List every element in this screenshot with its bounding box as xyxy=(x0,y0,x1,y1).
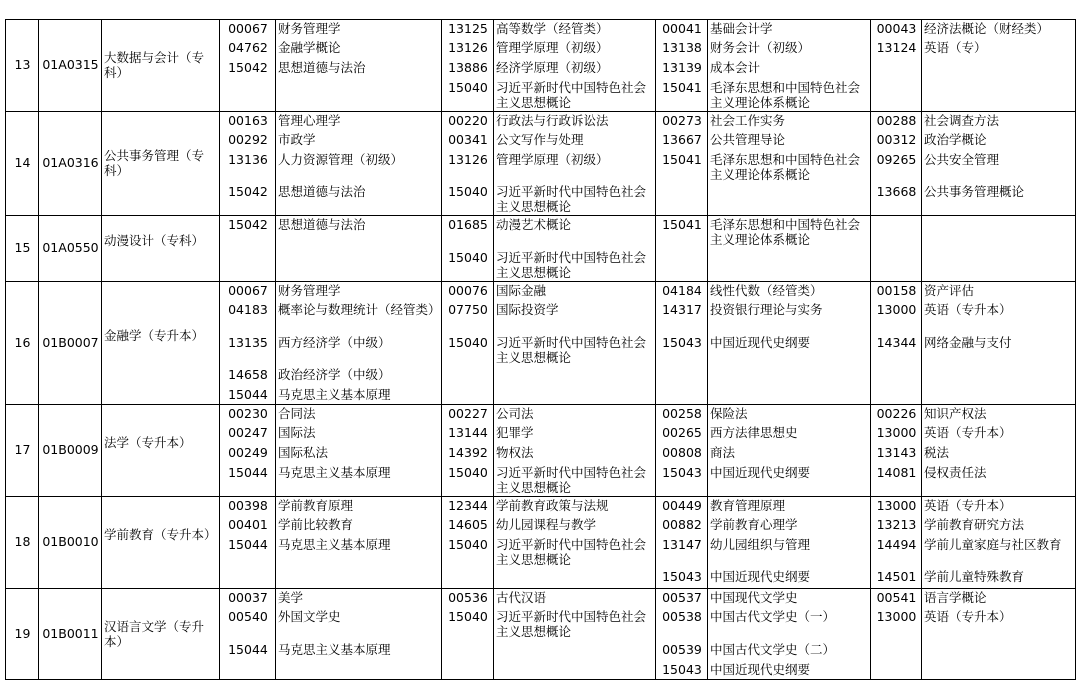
course-code: 00076 xyxy=(448,283,488,298)
course-name: 中国古代文学史（二） xyxy=(710,642,836,657)
course-code: 14081 xyxy=(876,465,917,480)
course-name: 英语（专升本） xyxy=(924,302,1012,317)
course-name: 毛泽东思想和中国特色社会主义理论体系概论 xyxy=(710,80,861,110)
course-code: 15041 xyxy=(662,217,702,232)
course-code: 00536 xyxy=(448,590,488,605)
row-number: 15 xyxy=(14,240,31,255)
course-code: 15042 xyxy=(228,184,268,199)
table-row xyxy=(5,588,1076,680)
course-name: 中国近现代史纲要 xyxy=(710,569,811,584)
course-code: 00541 xyxy=(876,590,917,605)
course-name: 学前儿童家庭与社区教育 xyxy=(924,537,1062,552)
course-name: 市政学 xyxy=(278,132,316,147)
course-code: 00288 xyxy=(876,113,917,128)
course-code: 13667 xyxy=(662,132,702,147)
table-row xyxy=(5,19,1076,112)
course-code: 00249 xyxy=(228,445,268,460)
course-code: 15040 xyxy=(448,184,488,199)
course-name: 西方经济学（中级） xyxy=(278,335,391,350)
course-code: 00540 xyxy=(228,609,268,624)
course-name: 社会调查方法 xyxy=(924,113,1000,128)
course-name: 美学 xyxy=(278,590,304,605)
course-code: 00341 xyxy=(448,132,488,147)
row-number: 17 xyxy=(14,442,31,457)
course-name: 西方法律思想史 xyxy=(710,425,798,440)
course-code: 00043 xyxy=(876,21,917,36)
course-name: 学前教育政策与法规 xyxy=(496,498,609,513)
course-code: 00398 xyxy=(228,498,268,513)
course-code: 00882 xyxy=(662,517,702,532)
course-code: 04184 xyxy=(662,283,702,298)
course-name: 英语（专升本） xyxy=(924,609,1012,624)
course-code: 14605 xyxy=(448,517,488,532)
course-name: 保险法 xyxy=(710,406,748,421)
course-name: 投资银行理论与实务 xyxy=(710,302,823,317)
course-name: 语言学概论 xyxy=(924,590,987,605)
course-code: 15040 xyxy=(448,465,488,480)
course-code: 14494 xyxy=(876,537,917,552)
major-code: 01B0009 xyxy=(42,442,99,457)
course-code: 00158 xyxy=(876,283,917,298)
course-code: 00265 xyxy=(662,425,702,440)
course-name: 中国近现代史纲要 xyxy=(710,465,811,480)
course-name: 幼儿园组织与管理 xyxy=(710,537,811,552)
course-name: 教育管理原理 xyxy=(710,498,786,513)
course-name: 学前教育心理学 xyxy=(710,517,798,532)
course-name: 习近平新时代中国特色社会主义思想概论 xyxy=(496,250,647,280)
course-name: 毛泽东思想和中国特色社会主义理论体系概论 xyxy=(710,217,861,247)
major-name: 公共事务管理（专科） xyxy=(104,148,205,178)
course-code: 15044 xyxy=(228,387,268,402)
course-code: 00538 xyxy=(662,609,702,624)
course-code: 13138 xyxy=(662,40,702,55)
course-name: 习近平新时代中国特色社会主义思想概论 xyxy=(496,465,647,495)
course-name: 国际私法 xyxy=(278,445,329,460)
course-code: 14392 xyxy=(448,445,488,460)
course-code: 00163 xyxy=(228,113,268,128)
course-name: 知识产权法 xyxy=(924,406,987,421)
course-code: 13000 xyxy=(876,498,917,513)
course-code: 13000 xyxy=(876,609,917,624)
course-name: 国际金融 xyxy=(496,283,547,298)
course-code: 00067 xyxy=(228,283,268,298)
course-code: 13000 xyxy=(876,302,917,317)
course-code: 15040 xyxy=(448,250,488,265)
course-name: 侵权责任法 xyxy=(924,465,987,480)
course-code: 15043 xyxy=(662,465,702,480)
course-name: 财务管理学 xyxy=(278,283,341,298)
course-name: 政治学概论 xyxy=(924,132,987,147)
course-code: 00226 xyxy=(876,406,917,421)
course-code: 13139 xyxy=(662,60,702,75)
course-code: 15040 xyxy=(448,609,488,624)
column-divider xyxy=(921,215,922,281)
major-code: 01B0011 xyxy=(42,625,99,641)
course-name: 资产评估 xyxy=(924,283,975,298)
course-code: 00401 xyxy=(228,517,268,532)
course-name: 商法 xyxy=(710,445,736,460)
course-code: 04762 xyxy=(228,40,268,55)
course-code: 00312 xyxy=(876,132,917,147)
course-name: 财务管理学 xyxy=(278,21,341,36)
course-name: 网络金融与支付 xyxy=(924,335,1012,350)
course-name: 概率论与数理统计（经管类） xyxy=(278,302,441,317)
row-number: 16 xyxy=(14,334,31,350)
course-name: 公共管理导论 xyxy=(710,132,786,147)
course-name: 国际投资学 xyxy=(496,302,559,317)
course-code: 15040 xyxy=(448,335,488,350)
course-name: 管理学原理（初级） xyxy=(496,40,609,55)
course-name: 管理心理学 xyxy=(278,113,341,128)
course-name: 中国近现代史纲要 xyxy=(710,662,811,677)
course-name: 思想道德与法治 xyxy=(278,184,366,199)
course-name: 金融学概论 xyxy=(278,40,341,55)
course-name: 政治经济学（中级） xyxy=(278,367,391,382)
course-name: 税法 xyxy=(924,445,950,460)
major-code: 01A0316 xyxy=(42,155,99,170)
major-name: 动漫设计（专科） xyxy=(104,233,205,248)
course-code: 12344 xyxy=(448,498,488,513)
course-name: 基础会计学 xyxy=(710,21,773,36)
course-name: 思想道德与法治 xyxy=(278,60,366,75)
course-name: 马克思主义基本原理 xyxy=(278,642,391,657)
table-row xyxy=(5,496,1076,589)
course-code: 13124 xyxy=(876,40,917,55)
course-code: 15044 xyxy=(228,537,268,552)
course-name: 经济学原理（初级） xyxy=(496,60,609,75)
course-name: 思想道德与法治 xyxy=(278,217,366,232)
course-code: 15040 xyxy=(448,537,488,552)
course-name: 中国古代文学史（一） xyxy=(710,609,836,624)
table-row xyxy=(5,404,1076,497)
course-code: 00067 xyxy=(228,21,268,36)
column-divider xyxy=(870,215,871,281)
course-name: 习近平新时代中国特色社会主义思想概论 xyxy=(496,537,647,567)
course-code: 00220 xyxy=(448,113,488,128)
course-name: 财务会计（初级） xyxy=(710,40,811,55)
course-name: 学前儿童特殊教育 xyxy=(924,569,1025,584)
course-name: 学前比较教育 xyxy=(278,517,354,532)
course-name: 合同法 xyxy=(278,406,316,421)
course-code: 15041 xyxy=(662,152,702,167)
course-code: 15043 xyxy=(662,569,702,584)
table-row xyxy=(5,215,1076,282)
course-name: 管理学原理（初级） xyxy=(496,152,609,167)
course-code: 13126 xyxy=(448,152,488,167)
course-code: 13147 xyxy=(662,537,702,552)
row-number: 14 xyxy=(14,155,31,170)
course-name: 英语（专升本） xyxy=(924,498,1012,513)
course-code: 04183 xyxy=(228,302,268,317)
course-code: 00230 xyxy=(228,406,268,421)
course-name: 习近平新时代中国特色社会主义思想概论 xyxy=(496,609,647,639)
course-name: 线性代数（经管类） xyxy=(710,283,823,298)
course-code: 13125 xyxy=(448,21,488,36)
course-name: 成本会计 xyxy=(710,60,761,75)
course-name: 学前教育研究方法 xyxy=(924,517,1025,532)
course-name: 马克思主义基本原理 xyxy=(278,537,391,552)
course-name: 习近平新时代中国特色社会主义思想概论 xyxy=(496,80,647,110)
course-name: 社会工作实务 xyxy=(710,113,786,128)
course-name: 中国近现代史纲要 xyxy=(710,335,811,350)
course-code: 15042 xyxy=(228,60,268,75)
course-code: 15044 xyxy=(228,642,268,657)
course-name: 犯罪学 xyxy=(496,425,534,440)
course-code: 00247 xyxy=(228,425,268,440)
major-name: 金融学（专升本） xyxy=(104,327,205,343)
table-row xyxy=(5,111,1076,216)
course-name: 公文写作与处理 xyxy=(496,132,584,147)
row-number: 13 xyxy=(14,57,31,72)
course-name: 物权法 xyxy=(496,445,534,460)
course-code: 13213 xyxy=(876,517,917,532)
course-name: 学前教育原理 xyxy=(278,498,354,513)
course-code: 13000 xyxy=(876,425,917,440)
table-row xyxy=(5,281,1076,405)
course-code: 00292 xyxy=(228,132,268,147)
course-code: 15042 xyxy=(228,217,268,232)
major-name: 大数据与会计（专科） xyxy=(104,50,205,80)
course-code: 15044 xyxy=(228,465,268,480)
major-code: 01A0315 xyxy=(42,57,99,72)
course-code: 15041 xyxy=(662,80,702,95)
course-code: 13135 xyxy=(228,335,268,350)
course-name: 外国文学史 xyxy=(278,609,341,624)
course-name: 毛泽东思想和中国特色社会主义理论体系概论 xyxy=(710,152,861,182)
major-code: 01B0007 xyxy=(42,334,99,350)
course-code: 00227 xyxy=(448,406,488,421)
major-name: 学前教育（专升本） xyxy=(104,527,217,542)
course-name: 动漫艺术概论 xyxy=(496,217,572,232)
course-code: 00273 xyxy=(662,113,702,128)
course-name: 中国现代文学史 xyxy=(710,590,798,605)
course-name: 马克思主义基本原理 xyxy=(278,387,391,402)
course-name: 习近平新时代中国特色社会主义思想概论 xyxy=(496,335,647,365)
course-name: 马克思主义基本原理 xyxy=(278,465,391,480)
major-code: 01A0550 xyxy=(42,240,99,255)
course-code: 14317 xyxy=(662,302,702,317)
course-code: 14344 xyxy=(876,335,917,350)
course-name: 幼儿园课程与教学 xyxy=(496,517,597,532)
course-name: 习近平新时代中国特色社会主义思想概论 xyxy=(496,184,647,214)
course-code: 13668 xyxy=(876,184,917,199)
course-name: 经济法概论（财经类） xyxy=(924,21,1050,36)
course-name: 公共事务管理概论 xyxy=(924,184,1025,199)
course-code: 13886 xyxy=(448,60,488,75)
course-code: 13143 xyxy=(876,445,917,460)
course-code: 09265 xyxy=(876,152,917,167)
course-code: 13126 xyxy=(448,40,488,55)
course-code: 13144 xyxy=(448,425,488,440)
course-name: 高等数学（经管类） xyxy=(496,21,609,36)
course-code: 00041 xyxy=(662,21,702,36)
course-code: 01685 xyxy=(448,217,488,232)
major-code: 01B0010 xyxy=(42,534,99,549)
course-code: 14501 xyxy=(876,569,917,584)
course-name: 国际法 xyxy=(278,425,316,440)
row-number: 18 xyxy=(14,534,31,549)
course-code: 14658 xyxy=(228,367,268,382)
course-name: 人力资源管理（初级） xyxy=(278,152,404,167)
course-code: 15043 xyxy=(662,335,702,350)
row-number: 19 xyxy=(14,625,31,641)
major-name: 法学（专升本） xyxy=(104,435,192,450)
course-code: 15043 xyxy=(662,662,702,677)
course-code: 00037 xyxy=(228,590,268,605)
course-code: 00449 xyxy=(662,498,702,513)
course-code: 00537 xyxy=(662,590,702,605)
course-code: 00258 xyxy=(662,406,702,421)
major-name: 汉语言文学（专升本） xyxy=(104,618,205,649)
course-name: 英语（专） xyxy=(924,40,987,55)
course-name: 公司法 xyxy=(496,406,534,421)
course-code: 15040 xyxy=(448,80,488,95)
course-code: 00808 xyxy=(662,445,702,460)
course-code: 13136 xyxy=(228,152,268,167)
course-name: 行政法与行政诉讼法 xyxy=(496,113,609,128)
course-code: 07750 xyxy=(448,302,488,317)
course-name: 英语（专升本） xyxy=(924,425,1012,440)
course-name: 古代汉语 xyxy=(496,590,547,605)
course-name: 公共安全管理 xyxy=(924,152,1000,167)
course-code: 00539 xyxy=(662,642,702,657)
